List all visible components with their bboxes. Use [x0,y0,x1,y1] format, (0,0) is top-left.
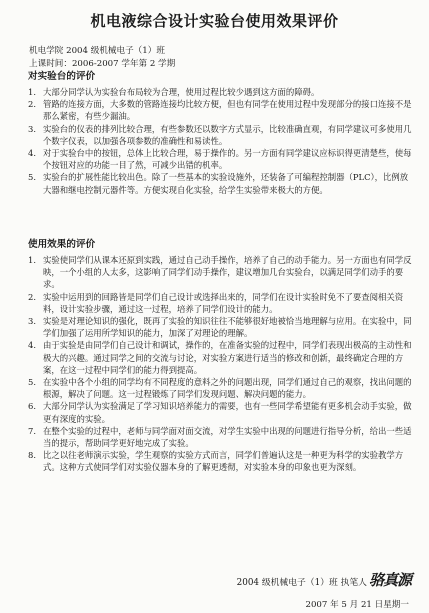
item-text: 大部分同学认为实验台布局较为合理，使用过程比较少遇到这方面的障碍。 [43,87,320,97]
item-text: 实验台的扩展性能比较出色。除了一些基本的实验设施外，还装备了可编程控制器（PLC），比例放大器和继电控制元器件等。方便实现自化实验，给学生实验带来极大的方便。 [43,172,409,195]
list-item [28,449,412,473]
class-info: 机电学院 2004 级机械电子（1）班 [29,46,165,56]
equipment-evaluation-list [28,86,412,196]
item-number: 4. [28,340,36,351]
list-item [28,339,412,376]
item-number: 5. [28,172,36,183]
document-date: 2007 年 5 月 21 日星期一 [305,600,409,610]
list-item [28,123,412,147]
item-text: 比之以往老师演示实验，学生观察的实验方式而言，同学们普遍认这是一种更为科学的实验教学方式。这种方式使同学们对实验仪器本身的了解更透彻，对实验本身的印象也更为深刻。 [43,450,404,473]
course-time: 上课时间：2006-2007 学年第 2 学期 [29,59,176,69]
item-text: 由于实验是由同学们自己设计和调试，操作的，在准备实验的过程中，同学们表现出极高的主动性和极大的兴趣。通过同学之间的交流与讨论，对实验方案进行适当的修改和创新，最终确定合理的方案，在这一过程中同学们的能力得到提高。 [43,340,412,375]
effect-evaluation-list [28,254,412,474]
section-heading-equipment: 对实验台的评价 [28,71,96,82]
page-title: 机电液综合设计实验台使用效果评价 [90,12,339,30]
list-item [28,425,412,449]
item-number: 5. [28,377,36,388]
list-item [28,400,412,424]
item-number: 2. [28,99,36,110]
list-item [28,254,412,291]
item-number: 1. [28,87,36,97]
item-number: 1. [28,255,36,265]
list-item [28,147,412,171]
item-text: 对于实验台中的按钮，总体上比较合理，易于操作的。另一方面有同学建议应标识得更清楚些，使每个按钮对应的功能一目了然，可减少出错的机率。 [43,148,412,171]
handwritten-signature: 骆真源 [368,571,411,589]
list-item [28,376,412,400]
item-number: 3. [28,316,36,327]
signature-label: 2004 级机械电子（1）班 执笔人 [236,578,367,588]
item-number: 8. [28,450,36,461]
item-text: 实验使同学们从课本还原到实践，通过自己动手操作，培养了自己的动手能力。另一方面也有同学反映，一个小组的人太多，这影响了同学们动手操作，建议增加几台实验台，以满足同学们动手的要求。 [43,255,412,290]
item-number: 4. [28,148,36,159]
section-heading-effect: 使用效果的评价 [28,239,96,250]
list-item [28,86,412,98]
list-item [28,98,412,122]
list-item [28,171,412,195]
item-number: 6. [28,401,36,412]
signature-line [237,569,411,590]
list-item [28,291,412,315]
item-text: 实验是对理论知识的强化，既再了实验的知识往往不能够很好地被恰当地理解与应用。在实验中，同学们加强了运用所学知识的能力，加深了对理论的理解。 [43,316,412,339]
item-text: 实验中运用到的回路皆是同学们自己设计或选择出来的，同学们在设计实验时免不了要查阅相关资料，设计实验步骤，通过这一过程，培养了同学们设计的能力。 [43,291,404,314]
item-text: 管路的连接方面，大多数的管路连接均比较方便，但也有同学在使用过程中发现部分的接口连接不是那么紧密，有些少漏油。 [43,99,412,122]
item-text: 实验台的仪表的排列比较合理，有些参数还以数字方式显示，比较准确直观，有同学建议可多使用几个数字仪表，以加强各项参数的准确性和易读性。 [43,123,412,146]
item-number: 2. [28,291,36,302]
item-number: 7. [28,425,36,436]
item-number: 3. [28,123,36,134]
item-text: 在整个实验的过程中，老师与同学面对面交流，对学生实验中出现的问题进行指导分析，给出一些适当的提示，帮助同学更好地完成了实验。 [43,425,412,449]
item-text: 在实验中各个小组的同学均有不同程度的意料之外的问题出现，同学们通过自己的观察，找出问题的根源，解决了问题。这一过程锻炼了同学们发现问题、解决问题的能力。 [43,377,412,400]
item-text: 大部分同学认为实验满足了学习知识培养能力的需要，也有一些同学希望能有更多机会动手实验，做更有深度的实验。 [43,401,412,424]
list-item [28,315,412,339]
